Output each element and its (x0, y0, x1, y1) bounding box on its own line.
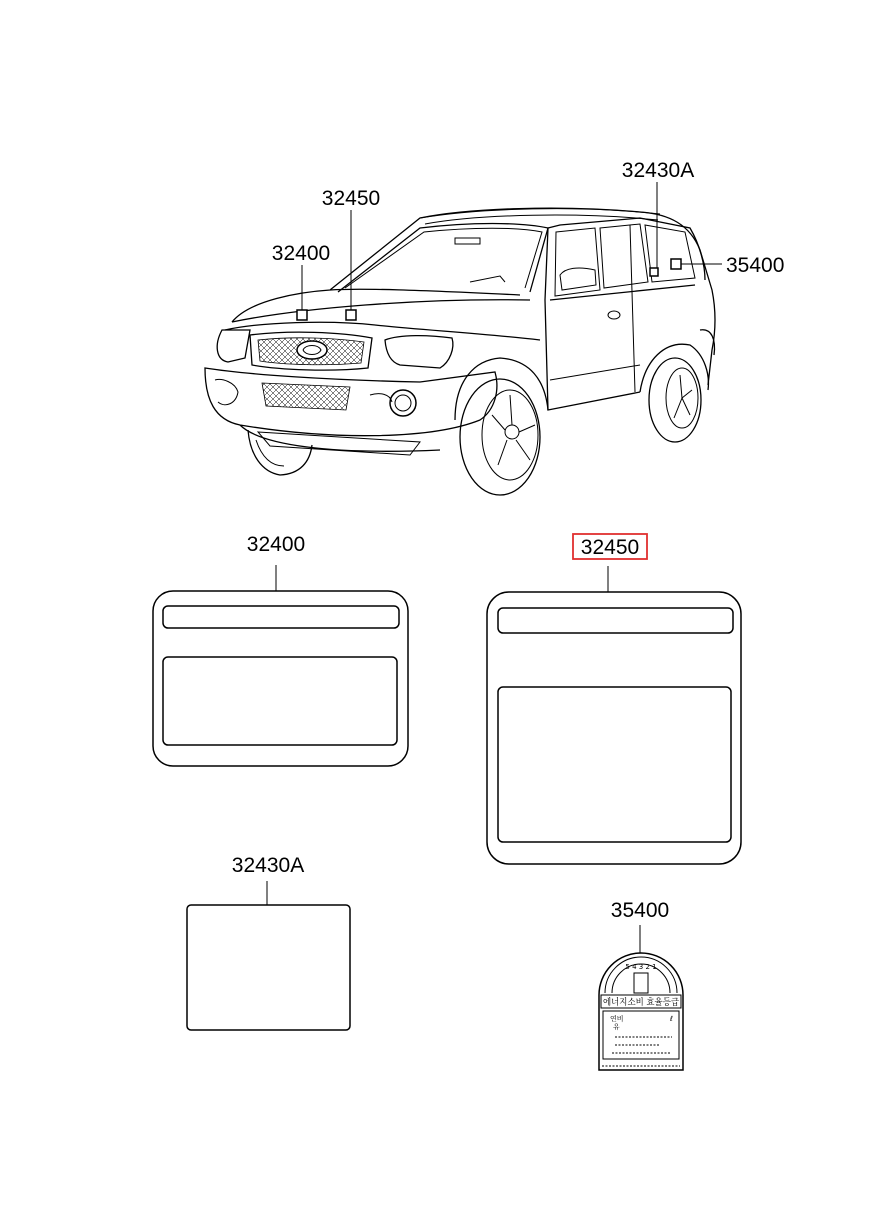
part-32400 (153, 533, 408, 766)
energy-grade-arc: 5 4 3 2 1 (625, 963, 657, 971)
callout-32430a-label[interactable]: 32430A (621, 159, 695, 182)
part-32450 (487, 534, 741, 864)
part-32400-label[interactable]: 32400 (246, 533, 306, 556)
callout-32450-group (322, 187, 380, 320)
callout-32400-label[interactable]: 32400 (271, 242, 331, 265)
callout-35400-group (671, 254, 784, 277)
part-32430a (187, 854, 350, 1030)
part-35400-label[interactable]: 35400 (610, 899, 670, 922)
part-35400 (599, 899, 683, 1070)
energy-label-title: 에너지소비 효율등급 (603, 998, 685, 1008)
energy-sub: 유 (613, 1023, 620, 1031)
part-32450-label[interactable]: 32450 (580, 536, 640, 559)
energy-fuel-row: 연비 (610, 1015, 624, 1023)
label-32430a-outline (187, 905, 350, 1030)
callout-32450-label[interactable]: 32450 (321, 187, 381, 210)
energy-unit: ℓ (670, 1015, 673, 1023)
callout-35400-label[interactable]: 35400 (726, 254, 785, 277)
part-32430a-label[interactable]: 32430A (231, 854, 305, 877)
